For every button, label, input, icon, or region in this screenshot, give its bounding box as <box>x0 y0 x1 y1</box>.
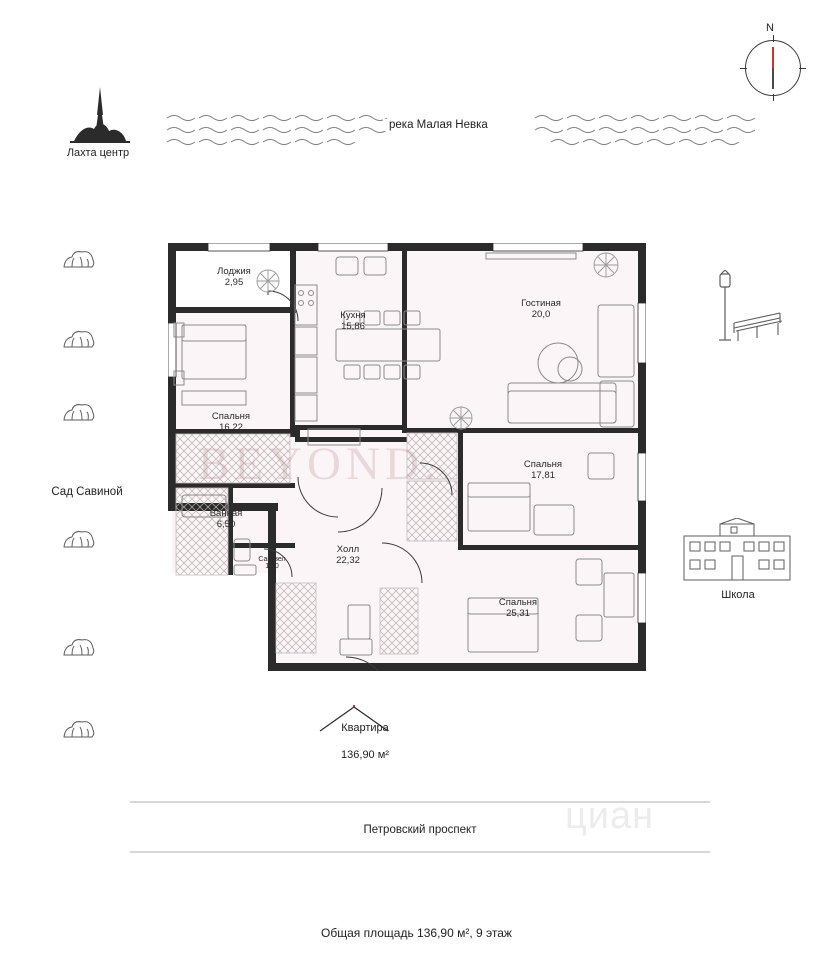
room-area: 22,32 <box>336 555 360 566</box>
compass-north-label: N <box>766 22 774 34</box>
room-name: Гостиная <box>521 298 561 309</box>
tree-icon <box>60 525 98 551</box>
tree-icon <box>60 325 98 351</box>
garden-label: Сад Савиной <box>51 486 123 498</box>
tree-icon <box>60 715 98 741</box>
room-area: 15,86 <box>341 321 365 332</box>
room-name: Лоджия <box>217 266 251 277</box>
room-name: Спальня <box>211 411 251 422</box>
school-building-icon <box>682 518 792 582</box>
river-label: река Малая Невка <box>383 119 494 131</box>
bench-icon <box>730 305 786 345</box>
compass-tick-south <box>773 94 774 101</box>
room-area: 17,81 <box>531 470 555 481</box>
room-label <box>512 459 574 481</box>
room-label <box>325 310 381 332</box>
room-label <box>200 411 262 433</box>
room-label <box>505 298 577 320</box>
room-name: Кухня <box>340 310 366 321</box>
apartment-callout-area: 136,90 м² <box>341 749 389 762</box>
tree-icon <box>60 398 98 424</box>
room-label <box>487 597 549 619</box>
room-area: 6,50 <box>216 519 236 530</box>
tree-icon <box>60 245 98 271</box>
lakhta-center-label: Лахта центр <box>66 147 130 159</box>
tree-icon <box>60 633 98 659</box>
compass-tick-east <box>799 68 806 69</box>
room-area: 25,31 <box>506 608 530 619</box>
compass-needle-south-icon <box>772 68 774 89</box>
compass-needle-north-icon <box>772 47 774 68</box>
apartment-callout-title: Квартира <box>341 721 389 734</box>
room-label <box>252 556 292 570</box>
room-label <box>198 508 254 530</box>
apartment-callout <box>300 708 430 777</box>
room-name: Спальня <box>498 597 538 608</box>
school-label: Школа <box>721 589 755 601</box>
room-area: 1,40 <box>265 563 279 570</box>
room-area: 2,95 <box>224 277 244 288</box>
compass-tick-north <box>773 35 774 42</box>
room-label <box>321 544 375 566</box>
compass-tick-west <box>740 68 747 69</box>
room-name: Санузел <box>258 556 286 563</box>
room-label <box>203 266 265 288</box>
room-area: 20,0 <box>531 309 551 320</box>
street-label: Петровский проспект <box>330 823 510 837</box>
room-area: 16,22 <box>219 422 243 433</box>
room-name: Ванная <box>209 508 243 519</box>
tower-icon <box>60 85 138 145</box>
watermark-beyond: BEYOND. <box>198 438 441 490</box>
room-name: Холл <box>336 544 360 555</box>
watermark-portal: циан <box>565 795 655 837</box>
room-name: Спальня <box>523 459 563 470</box>
compass-rose <box>745 40 801 96</box>
total-area-footer: Общая площадь 136,90 м², 9 этаж <box>321 926 512 940</box>
